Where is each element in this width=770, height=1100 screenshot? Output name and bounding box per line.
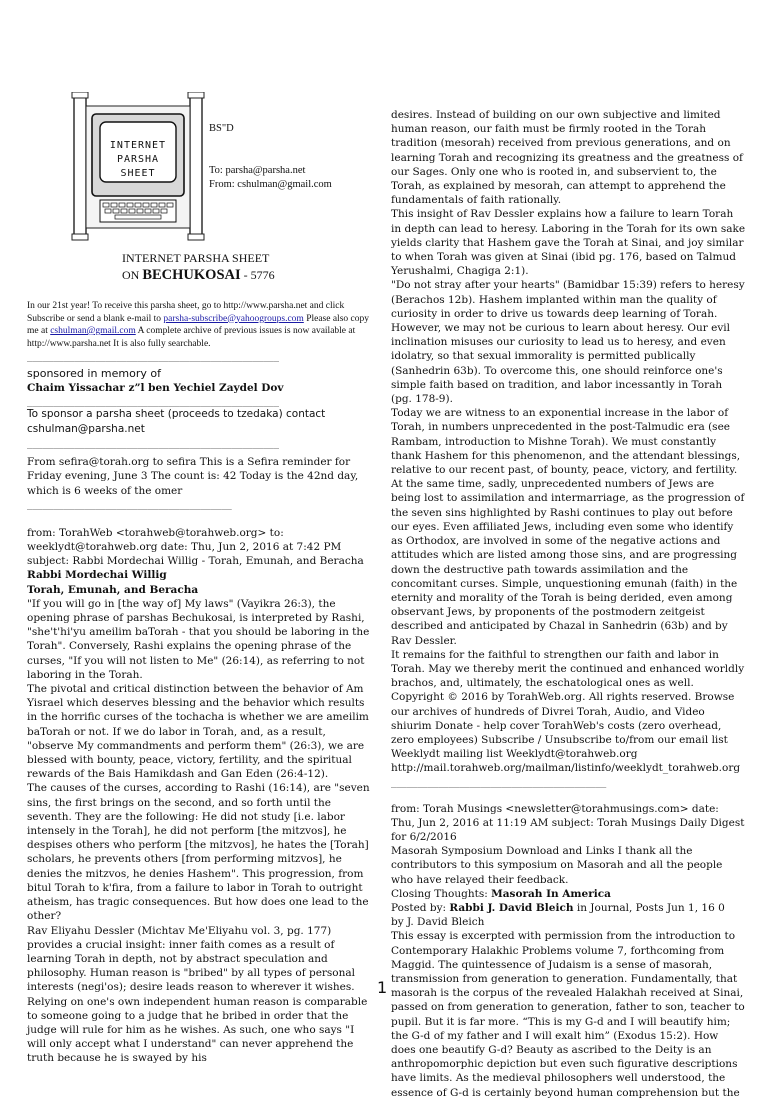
sponsor-cta: To sponsor a parsha sheet (proceeds to tzedaka) contact cshulman@parsha.net: [27, 408, 326, 436]
posted-by-line: Posted by: Rabbi J. David Bleich in Journal, Posts Jun 1, 16 0: [391, 901, 725, 914]
contact-email-link[interactable]: cshulman@gmail.com: [50, 326, 136, 336]
page-number: 1: [377, 978, 388, 997]
musings-intro: Masorah Symposium Download and Links I thank all the contributors to this symposium on Masorah and all the people who have relayed their feedback.: [391, 845, 723, 886]
divider: ________________________________________________: [27, 437, 279, 450]
header-meta: [209, 122, 332, 192]
from-line: From: cshulman@gmail.com: [209, 179, 332, 190]
divider: _________________________________________: [391, 775, 607, 788]
body-paragraph: The pivotal and critical distinction between the behavior of Am Yisrael which deserves blessing and the behavior which results in the horrific curses of the tochacha is whether we are ameilim baTorah or not. If we do labor in Torah, and, as a result, "observe My commandments and perform them" (26:3), we are blessed with bounty, peace, victory, fertility, and the spiritual rewards of the Bais Hamikdash and Gan Eden (26:4-12).: [27, 683, 369, 781]
posted-by-name: Rabbi J. David Bleich: [449, 901, 574, 914]
bsd-mark: BS"D: [209, 123, 234, 134]
article-title: Torah, Emunah, and Beracha: [27, 583, 199, 596]
closing-title: Masorah In America: [491, 887, 611, 900]
body-paragraph: Today we are witness to an exponential increase in the labor of Torah, in numbers unprecedented in the post-Talmudic era (see Rambam, introduction to Mishne Torah). We must constantly thank Hashem for this phenomenon, and the attendant blessings, relative to our recent past, of bounty, peace, victory, and fertility.: [391, 407, 741, 477]
body-paragraph: Copyright © 2016 by TorahWeb.org. All rights reserved. Browse our archives of hundreds of Divrei Torah, Audio, and Video shiurim Donate - help cover TorahWeb's costs (zero overhead, zero employees) Subscribe / Unsubscribe to/from our email list Weeklydt mailing list Weeklydt@torahweb.org: [391, 691, 735, 761]
to-line: To: parsha@parsha.net: [209, 165, 306, 176]
body-paragraph: This insight of Rav Dessler explains how a failure to learn Torah in depth can lead to heresy. Laboring in the Torah for its own sake yields clarity that Hashem gave the Torah at Sinai, and joy similar to when Torah was given at Sinai (ibid pg. 176, based on Talmud Yerushalmi, Chagiga 2:1).: [391, 208, 746, 278]
logo-line-1: INTERNET: [109, 140, 167, 151]
body-paragraph: desires. Instead of building on our own subjective and limited human reason, our faith must be firmly rooted in the Torah tradition (mesorah) received from previous generations, and on learning Torah and recognizing its greatness and the greatness of our Sages. Only one who is rooted in, and subservient to, the Torah, as explained by mesorah, can attempt to apprehend the fundamentals of faith rationally.: [391, 109, 743, 207]
divider: ________________________________________________: [27, 350, 279, 362]
sefira-reminder: From sefira@torah.org to sefira This is a Sefira reminder for Friday evening, June 3 The count is: 42 Today is the 42nd day, which is 6 weeks of the omer: [27, 456, 359, 497]
title-block: [122, 250, 275, 284]
torahweb-header: from: TorahWeb <torahweb@torahweb.org> to: weeklydt@torahweb.org date: Thu, Jun 2, 2016 at 7:42 PM subject: Rabbi Mordechai Willig - Torah, Emunah, and Beracha: [27, 526, 364, 568]
musings-header: from: Torah Musings <newsletter@torahmusings.com> date: Thu, Jun 2, 2016 at 11:19 AM subject: Torah Musings Daily Digest for 6/2/2016: [391, 802, 745, 843]
body-paragraph: At the same time, sadly, unprecedented numbers of Jews are being lost to assimilation and intermarriage, as the progression of the seven sins highlighted by Rashi continues to play out before our eyes. Even affiliated Jews, including even some who identify as Orthodox, are involved in some of the negative actions and attitudes which are listed among those sins, and are progressing down the destructive path towards assimilation and the concomitant curses. Simple, unquestioning emunah (faith) in the eternity and morality of the Torah is being derided, even among observant Jews, by proponents of the postmodern zeitgeist described and anticipated by Chazal in Sanhedrin (63b) and by Rav Dessler.: [391, 478, 745, 647]
left-column: [27, 300, 370, 1066]
divider: _______________________________________: [27, 497, 232, 510]
right-column: [391, 108, 746, 1100]
intro-paragraph: In our 21st year! To receive this parsha sheet, go to http://www.parsha.net and click Subscribe or send a blank e-mail to parsha-subscribe@yahoogroups.com Please also copy me at cshulman@gmail.com A complete archive of previous issues is now available at http://www.parsha.net It is also fully searchable.: [27, 301, 369, 349]
subscribe-email-link[interactable]: parsha-subscribe@yahoogroups.com: [163, 313, 304, 324]
logo-line-3: SHEET: [120, 168, 156, 179]
body-paragraph: "Do not stray after your hearts" (Bamidbar 15:39) refers to heresy (Berachos 12b). Hashem implanted within man the quality of curiosity in order to drive us towards deep learning of Torah. However, we may not be curious to learn about heresy. Our evil inclination misuses our curiosity to lead us to heresy, and even idolatry, so that sexual immorality is permitted publically (Sanhedrin 63b). To overcome this, one should reinforce one's simple faith based on tradition, and labor incessantly in Torah (pg. 178-9).: [391, 279, 745, 406]
sponsor-name: Chaim Yissachar z”l ben Yechiel Zaydel Dov: [27, 382, 284, 394]
parsha-name: BECHUKOSAI: [142, 267, 241, 283]
sponsor-label: sponsored in memory of: [27, 367, 161, 380]
body-paragraph: "If you will go in [the way of] My laws" (Vayikra 26:3), the opening phrase of parshas Bechukosai, is interpreted by Rashi, "she't'hi'yu ameilim baTorah - that you should be laboring in the Torah". Conversely, Rashi explains the opening phrase of the curses, "If you will not listen to Me" (26:14), as referring to not laboring in the Torah.: [27, 597, 370, 681]
body-paragraph: Rav Eliyahu Dessler (Michtav Me'Eliyahu vol. 3, pg. 177) provides a crucial insight: inner faith comes as a result of learning Torah in depth, not by abstract speculation and philosophy. Human reason is "bribed" by all types of personal interests (negi'os); desire leads reason to wherever it wishes. Relying on one's own independent human reason is comparable to someone going to a judge that he bribed in order that the judge will rule for him as he wishes. As such, one who says "I will only accept what I understand" can never apprehend the truth because he is swayed by his: [27, 924, 368, 1065]
by-line: by J. David Bleich: [391, 916, 485, 929]
essay-paragraph: This essay is excerpted with permission from the introduction to Contemporary Halakhic Problems volume 7, forthcoming from Maggid. The quintessence of Judaism is a sense of masorah, transmission from generation to generation. Fundamentally, that masorah is the corpus of the revealed Halakhah received at Sinai, passed on from generation to generation, father to son, teacher to pupil. But it is far more. “This is my G-d and I will beautify him; the G-d of my father and I will exalt him” (Exodus 15:2). How does one beautify G-d? Beauty as ascribed to the Deity is an anthropomorphic depiction but even such figurative descriptions have limits. As the medieval philosophers well understood, the essence of G-d is certainly beyond human comprehension but the: [391, 930, 745, 1099]
internet-parsha-sheet-logo: [70, 92, 206, 242]
title-on: ON: [122, 268, 140, 282]
article-author: Rabbi Mordechai Willig: [27, 569, 167, 582]
mailing-list-url[interactable]: http://mail.torahweb.org/mailman/listinfo/weeklydt_torahweb.org: [391, 762, 741, 775]
divider: ________________________________________________: [27, 395, 279, 408]
title-year: - 5776: [243, 268, 275, 282]
body-paragraph: It remains for the faithful to strengthen our faith and labor in Torah. May we thereby merit the continued and enhanced worldly brachos, and, ultimately, the eschatological ones as well.: [391, 648, 745, 690]
logo-line-2: PARSHA: [116, 154, 160, 165]
title-line: INTERNET PARSHA SHEET: [122, 251, 270, 265]
closing-thoughts-line: Closing Thoughts: Masorah In America: [391, 887, 611, 900]
body-paragraph: The causes of the curses, according to Rashi (16:14), are "seven sins, the first brings on the second, and so forth until the seventh. They are the following: He did not study [i.e. labor intensely in the Torah], he did not perform [the mitzvos], he despises others who perform [the mitzvos], he hates the [Torah] scholars, he prevents others [from performing mitzvos], he denies the mitzvos, he denies Hashem". This progression, from bitul Torah to k'fira, from a failure to labor in Torah to outright atheism, has tragic consequences. But how does one lead to the other?: [27, 782, 370, 923]
